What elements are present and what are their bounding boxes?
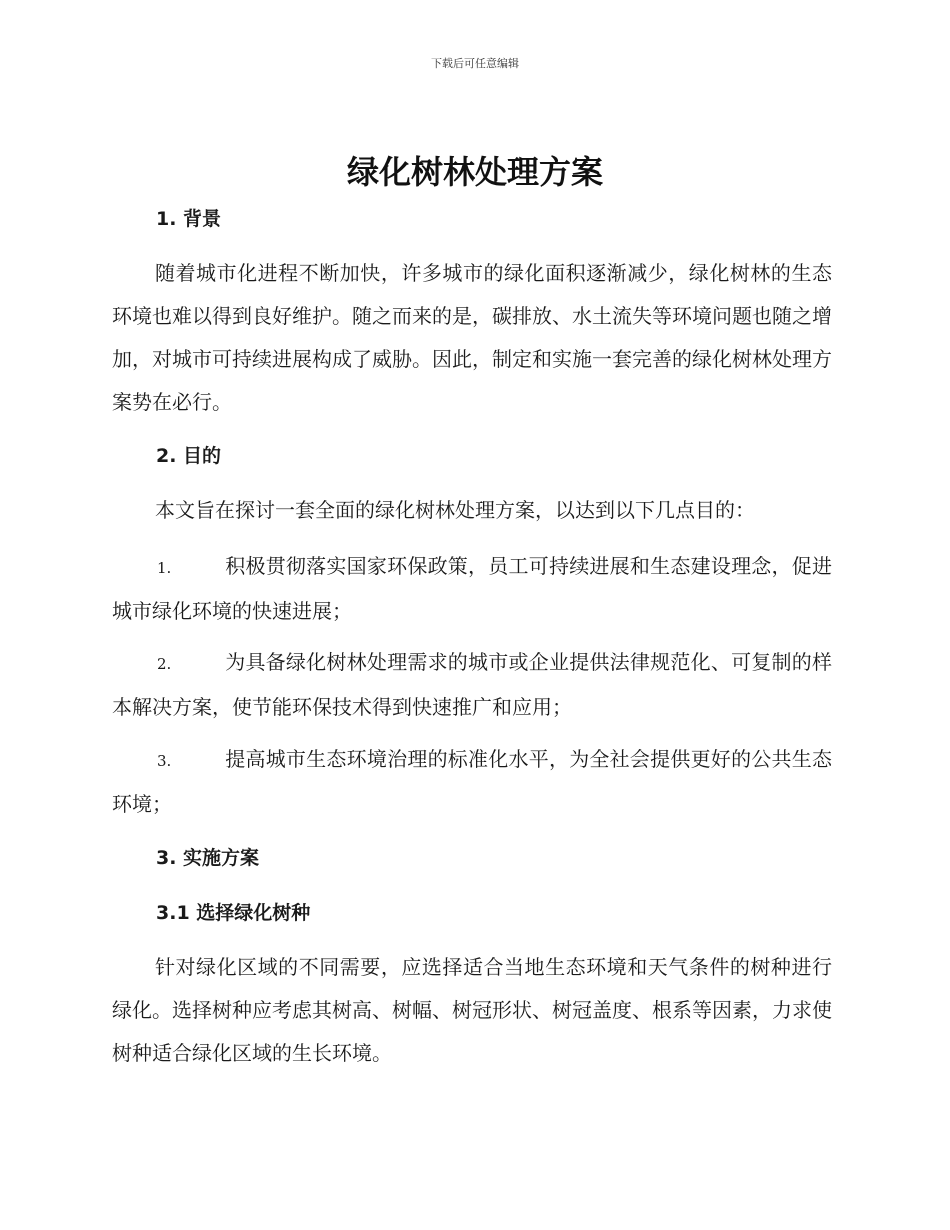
section-heading-background: 1. 背景 — [156, 208, 222, 230]
header-note: 下载后可任意编辑 — [431, 57, 519, 70]
list-item — [112, 738, 832, 826]
list-item-text: 提高城市生态环境治理的标准化水平，为全社会提供更好的公共生态环境； — [112, 747, 832, 816]
list-item-text: 积极贯彻落实国家环保政策，员工可持续进展和生态建设理念，促进城市绿化环境的快速进展； — [112, 554, 832, 623]
list-item-number: 3. — [157, 752, 172, 770]
list-item-text: 为具备绿化树林处理需求的城市或企业提供法律规范化、可复制的样本解决方案，使节能环保技术得到快速推广和应用； — [112, 650, 832, 719]
paragraph-tree-selection: 针对绿化区域的不同需要，应选择适合当地生态环境和天气条件的树种进行绿化。选择树种应考虑其树高、树幅、树冠形状、树冠盖度、根系等因素，力求使树种适合绿化区域的生长环境。 — [112, 955, 832, 1065]
paragraph-background: 随着城市化进程不断加快，许多城市的绿化面积逐渐减少，绿化树林的生态环境也难以得到良好维护。随之而来的是，碳排放、水土流失等环境问题也随之增加，对城市可持续进展构成了威胁。因此，制定和实施一套完善的绿化树林处理方案势在必行。 — [112, 261, 832, 414]
paragraph-purpose-intro: 本文旨在探讨一套全面的绿化树林处理方案，以达到以下几点目的： — [155, 498, 755, 522]
list-item-number: 2. — [157, 655, 172, 673]
list-item — [112, 545, 832, 633]
subsection-heading-tree-selection: 3.1 选择绿化树种 — [156, 902, 311, 924]
section-heading-purpose: 2. 目的 — [156, 445, 222, 467]
section-heading-implementation: 3. 实施方案 — [156, 847, 260, 869]
document-title: 绿化树林处理方案 — [346, 153, 603, 191]
list-item-number: 1. — [157, 559, 172, 577]
list-item — [112, 641, 832, 729]
